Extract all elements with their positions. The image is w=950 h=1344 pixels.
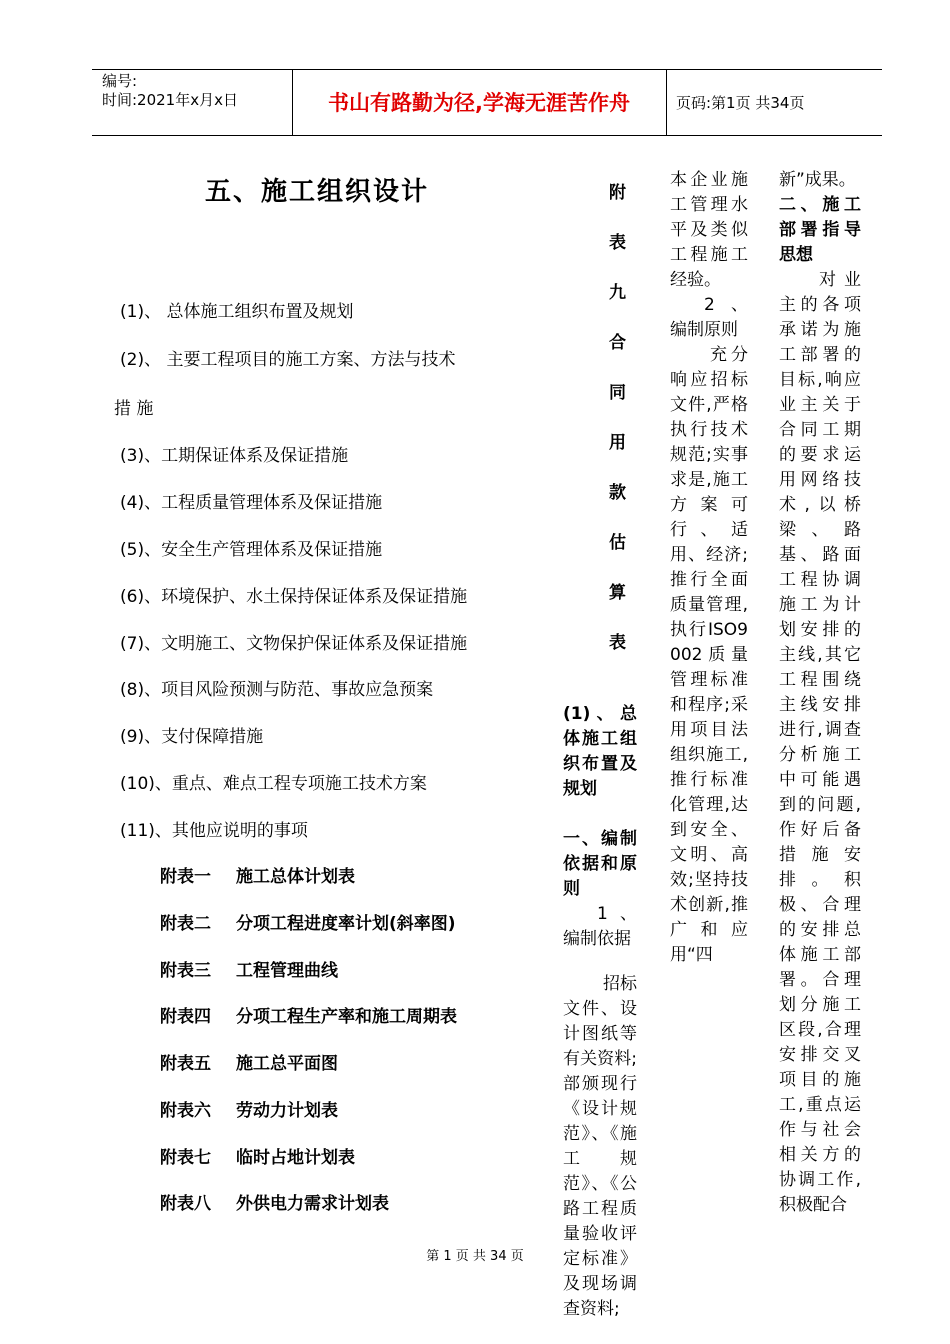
appendix-item-5 bbox=[160, 1052, 338, 1076]
appendix-item-8 bbox=[160, 1192, 389, 1216]
toc-item-5: (5)、安全生产管理体系及保证措施 bbox=[120, 540, 383, 560]
appendix-label: 附表二 bbox=[160, 914, 211, 934]
toc-item-2: (2)、 主要工程项目的施工方案、方法与技术 bbox=[120, 350, 456, 370]
toc-item-3: (3)、工期保证体系及保证措施 bbox=[120, 446, 349, 466]
time-label: 时间:2021年x月x日 bbox=[102, 91, 238, 109]
text-column-b bbox=[670, 168, 748, 968]
page-footer: 第 1 页 共 34 页 bbox=[426, 1249, 524, 1264]
appendix-item-4 bbox=[160, 1005, 457, 1029]
appendix-9-title: 附表九合同用款估算表 bbox=[609, 183, 626, 653]
heading-basis-principles: 一、编制依据和原则 bbox=[563, 829, 637, 899]
appendix-name: 工程管理曲线 bbox=[236, 961, 338, 981]
toc-item-7: (7)、文明施工、文物保护保证体系及保证措施 bbox=[120, 634, 468, 654]
text-column-a bbox=[563, 168, 637, 1322]
appendix-label: 附表六 bbox=[160, 1101, 211, 1121]
paragraph-experience: 本企业施工管理水平及类似工程施工经验。 bbox=[670, 170, 748, 290]
appendix-name: 施工总体计划表 bbox=[236, 867, 355, 887]
header-bottom-border bbox=[92, 135, 882, 136]
toc-item-9: (9)、支付保障措施 bbox=[120, 727, 264, 747]
subheading-principles: 2、编制原则 bbox=[670, 295, 748, 340]
toc-item-8: (8)、项目风险预测与防范、事故应急预案 bbox=[120, 680, 434, 700]
appendix-name: 劳动力计划表 bbox=[236, 1101, 338, 1121]
header-top-border bbox=[92, 69, 882, 70]
appendix-item-3 bbox=[160, 959, 338, 983]
appendix-item-1 bbox=[160, 865, 355, 889]
toc-item-11: (11)、其他应说明的事项 bbox=[120, 821, 308, 841]
appendix-item-7 bbox=[160, 1146, 355, 1170]
appendix-name: 分项工程进度率计划(斜率图) bbox=[236, 914, 456, 934]
heading-overall-layout: (1)、总体施工组织布置及规划 bbox=[563, 704, 637, 799]
appendix-label: 附表一 bbox=[160, 867, 211, 887]
toc-item-1: (1)、 总体施工组织布置及规划 bbox=[120, 302, 354, 322]
appendix-name: 分项工程生产率和施工周期表 bbox=[236, 1007, 457, 1027]
doc-number-label: 编号: bbox=[102, 72, 138, 90]
paragraph-deployment: 对业主的各项承诺为施工部署的目标,响应业主关于合同工期的要求运用网络技术,以桥梁、路基、路面工程协调施工为计划安排的主线,其它工程围绕主线安排进行,调查分析施工中可能遇到的问题,作好后备措施安排。积极、合理的安排总体施工部署。合理划分施工区段,合理安排交叉项目的施工,重点运作与社会相关方的协调工作,积极配合 bbox=[779, 270, 861, 1215]
toc-item-4: (4)、工程质量管理体系及保证措施 bbox=[120, 493, 383, 513]
appendix-label: 附表三 bbox=[160, 961, 211, 981]
appendix-item-2 bbox=[160, 912, 456, 936]
section-title: 五、施工组织设计 bbox=[205, 177, 430, 207]
appendix-item-6 bbox=[160, 1099, 338, 1123]
appendix-label: 附表五 bbox=[160, 1054, 211, 1074]
appendix-name: 临时占地计划表 bbox=[236, 1148, 355, 1168]
toc-item-6: (6)、环境保护、水土保持保证体系及保证措施 bbox=[120, 587, 468, 607]
toc-item-10: (10)、重点、难点工程专项施工技术方案 bbox=[120, 774, 427, 794]
heading-deployment-guidance: 二、施工部署指导思想 bbox=[779, 195, 861, 265]
page-number-label: 页码:第1页 共34页 bbox=[676, 94, 805, 112]
paragraph-basis: 招标文件、设计图纸等有关资料;部颁现行《设计规范》、《施工规范》、《公路工程质量验收评定标准》及现场调查资料; bbox=[563, 974, 637, 1319]
header-motto: 书山有路勤为径,学海无涯苦作舟 bbox=[328, 91, 630, 115]
toc-item-2-continued: 措 施 bbox=[114, 399, 154, 419]
appendix-name: 施工总平面图 bbox=[236, 1054, 338, 1074]
paragraph-principles: 充分响应招标文件,严格执行技术规范;实事求是,施工方案可行、适用、经济;推行全面质量管理,执行ISO9002质量管理标准和程序;采用项目法组织施工,推行标准化管理,达到安全、文明、高效;坚持技术创新,推广和应用“四 bbox=[670, 345, 748, 965]
header-divider-right bbox=[666, 69, 667, 135]
text-column-c bbox=[779, 168, 861, 1218]
paragraph-results: 新”成果。 bbox=[779, 170, 856, 190]
appendix-name: 外供电力需求计划表 bbox=[236, 1194, 389, 1214]
appendix-label: 附表七 bbox=[160, 1148, 211, 1168]
appendix-label: 附表四 bbox=[160, 1007, 211, 1027]
subheading-basis: 1、编制依据 bbox=[563, 904, 637, 949]
appendix-label: 附表八 bbox=[160, 1194, 211, 1214]
